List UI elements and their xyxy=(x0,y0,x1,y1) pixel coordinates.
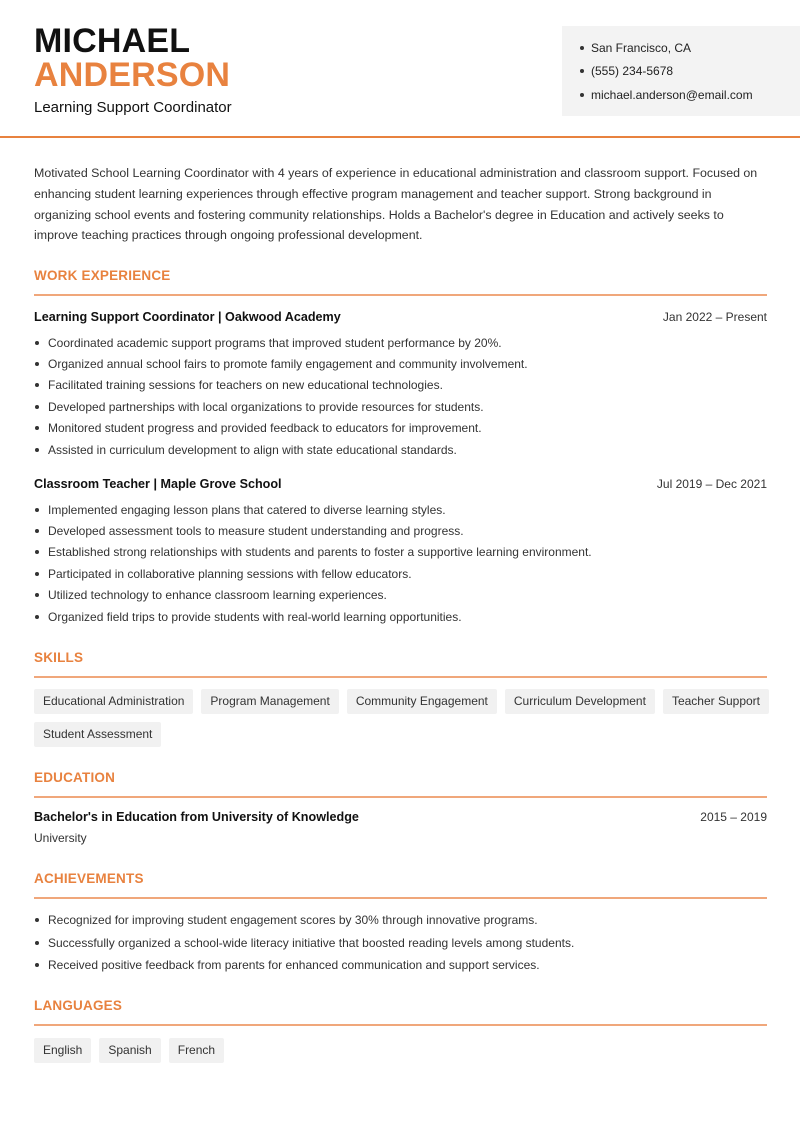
section-divider xyxy=(34,294,767,296)
list-item xyxy=(34,909,767,932)
bullet-icon xyxy=(35,529,39,533)
languages-list xyxy=(34,1038,774,1063)
bullet-icon xyxy=(35,572,39,576)
bullet-text: Utilized technology to enhance classroom learning experiences. xyxy=(48,588,387,603)
bullet-icon xyxy=(35,448,39,452)
list-item xyxy=(34,954,767,977)
job-bullets xyxy=(34,499,767,627)
skill-tag: Teacher Support xyxy=(663,689,769,714)
list-item xyxy=(34,563,767,584)
work-experience-heading: WORK EXPERIENCE xyxy=(34,268,171,283)
contact-email xyxy=(580,83,800,107)
achievements-list xyxy=(34,909,767,977)
bullet-icon xyxy=(580,69,584,73)
bullet-text: Successfully organized a school-wide literacy initiative that boosted reading levels among students. xyxy=(48,935,575,950)
skill-tag: Program Management xyxy=(201,689,338,714)
bullet-icon xyxy=(35,383,39,387)
last-name: ANDERSON xyxy=(34,56,231,94)
bullet-icon xyxy=(35,362,39,366)
list-item xyxy=(34,439,767,460)
job-role: Classroom Teacher | Maple Grove School xyxy=(34,477,282,491)
list-item xyxy=(34,606,767,627)
languages-heading: LANGUAGES xyxy=(34,998,123,1013)
bullet-icon xyxy=(35,593,39,597)
language-tag: English xyxy=(34,1038,91,1063)
list-item xyxy=(34,932,767,955)
bullet-icon xyxy=(580,93,584,97)
bullet-icon xyxy=(35,941,39,945)
phone-text: (555) 234-5678 xyxy=(591,64,674,79)
location-text: San Francisco, CA xyxy=(591,40,692,55)
bullet-text: Received positive feedback from parents for enhanced communication and support services. xyxy=(48,958,540,973)
job-header xyxy=(34,310,767,324)
list-item xyxy=(34,396,767,417)
bullet-icon xyxy=(35,508,39,512)
list-item xyxy=(34,332,767,353)
list-item xyxy=(34,375,767,396)
email-text: michael.anderson@email.com xyxy=(591,87,753,102)
bullet-icon xyxy=(580,46,584,50)
bullet-icon xyxy=(35,615,39,619)
job-dates: Jan 2022 – Present xyxy=(662,310,767,324)
section-divider xyxy=(34,897,767,899)
skills-list xyxy=(34,689,774,747)
contact-phone xyxy=(580,60,800,84)
bullet-text: Facilitated training sessions for teachers on new educational technologies. xyxy=(48,378,443,393)
education-header xyxy=(34,810,767,824)
bullet-text: Monitored student progress and provided feedback to educators for improvement. xyxy=(48,421,482,436)
list-item xyxy=(34,418,767,439)
bullet-text: Participated in collaborative planning sessions with fellow educators. xyxy=(48,566,412,581)
achievements-heading: ACHIEVEMENTS xyxy=(34,871,144,886)
education-heading: EDUCATION xyxy=(34,770,116,785)
job-dates: Jul 2019 – Dec 2021 xyxy=(656,477,767,491)
section-divider xyxy=(34,796,767,798)
first-name: MICHAEL xyxy=(34,22,191,60)
section-divider xyxy=(34,676,767,678)
bullet-icon xyxy=(35,405,39,409)
bullet-text: Developed assessment tools to measure student understanding and progress. xyxy=(48,524,464,539)
bullet-text: Implemented engaging lesson plans that catered to diverse learning styles. xyxy=(48,502,446,517)
list-item xyxy=(34,499,767,520)
bullet-icon xyxy=(35,426,39,430)
bullet-text: Assisted in curriculum development to align with state educational standards. xyxy=(48,442,457,457)
contact-box xyxy=(562,26,800,116)
education-dates: 2015 – 2019 xyxy=(700,810,767,824)
skills-heading: SKILLS xyxy=(34,650,84,665)
institution: University xyxy=(34,831,87,845)
bullet-icon xyxy=(35,550,39,554)
bullet-text: Developed partnerships with local organizations to provide resources for students. xyxy=(48,399,484,414)
skill-tag: Community Engagement xyxy=(347,689,497,714)
bullet-icon xyxy=(35,341,39,345)
skill-tag: Student Assessment xyxy=(34,722,161,747)
skill-tag: Curriculum Development xyxy=(505,689,655,714)
contact-location xyxy=(580,36,800,60)
skill-tag: Educational Administration xyxy=(34,689,193,714)
job-header xyxy=(34,477,767,491)
bullet-text: Organized field trips to provide students with real-world learning opportunities. xyxy=(48,609,462,624)
job-bullets xyxy=(34,332,767,460)
list-item xyxy=(34,542,767,563)
bullet-icon xyxy=(35,918,39,922)
bullet-icon xyxy=(35,963,39,967)
degree: Bachelor's in Education from University of Knowledge xyxy=(34,810,359,824)
job-role: Learning Support Coordinator | Oakwood Academy xyxy=(34,310,341,324)
language-tag: Spanish xyxy=(99,1038,160,1063)
professional-summary: Motivated School Learning Coordinator with 4 years of experience in educational administration and classroom support. Focused on enhancing student learning experiences through effective program management and teacher support. Strong background in organizing school events and fostering community relationships. Holds a Bachelor's degree in Education and actively seeks to improve teaching practices through ongoing professional development. xyxy=(34,166,758,243)
job-title: Learning Support Coordinator xyxy=(34,99,232,116)
bullet-text: Coordinated academic support programs that improved student performance by 20%. xyxy=(48,335,502,350)
resume-header xyxy=(0,0,800,138)
list-item xyxy=(34,585,767,606)
language-tag: French xyxy=(169,1038,224,1063)
bullet-text: Organized annual school fairs to promote family engagement and community involvement. xyxy=(48,357,528,372)
list-item xyxy=(34,520,767,541)
bullet-text: Established strong relationships with students and parents to foster a supportive learning environment. xyxy=(48,545,592,560)
list-item xyxy=(34,353,767,374)
section-divider xyxy=(34,1024,767,1026)
bullet-text: Recognized for improving student engagement scores by 30% through innovative programs. xyxy=(48,913,538,928)
